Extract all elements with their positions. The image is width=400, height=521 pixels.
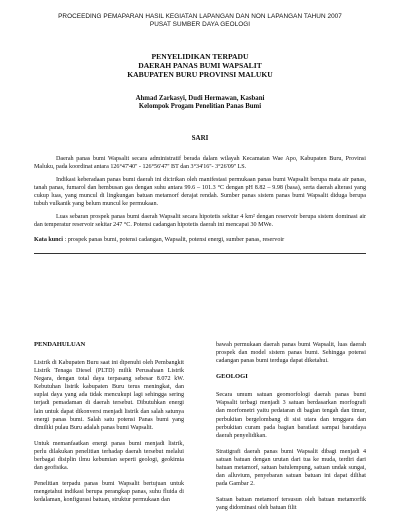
geologi-paragraph-2: Stratigrafi daerah panas bumi Wapsalit dibagi menjadi 4 satuan batuan dengan urutan dari tua ke muda, terdiri dari batuan metamorf, satuan batulempung, satuan undak sungai, dan alluvium, penyebaran satuan batuan ini dapat dilihat pada Gambar 2. [216,448,366,488]
title-line-3: KABUPATEN BURU PROVINSI MALUKU [127,70,273,79]
running-header [34,0,366,29]
keywords [34,236,366,244]
title-line-1: PENYELIDIKAN TERPADU [151,52,249,61]
right-column [216,341,366,521]
abstract [34,155,366,230]
geologi-paragraph-3: Satuan batuan metamorf tersusun oleh batuan metamorfik yang didominasi oleh batuan filit [216,497,366,512]
abstract-paragraph-3: Luas sebaran prospek panas bumi daerah Wapsalit secara hipotetis sekitar 4 km² dengan reservoir berupa sistem dominasi air dan temperatur reservoir sekitar 247 °C. Potensi cadangan hipotetis daerah ini mencapai 30 MWe. [34,214,366,229]
abstract-paragraph-2: Indikasi keberadaan panas bumi daerah ini dicirikan oleh manifestasi permukaan panas bumi Wapsalit berupa mata air panas, tanah panas, fumarol dan hembusan gas dengan suhu antara 99.6 – 101.3 °C dengan pH 8.82 – 9.98 (basa), serta daerah alterasi yang cukup luas, yang muncul di lingkungan batuan metamorf derajat rendah. Sumber panas sistem panas bumi Wapsalit diduga berupa tubuh vulkanik yang belum muncul ke permukaan. [34,177,366,208]
author-block [34,95,366,112]
pendahuluan-paragraph-1: Listrik di Kabupaten Buru saat ini dipenuhi oleh Pembangkit Listrik Tenaga Diesel (PLTD) milik Perusahaan Listrik Negara, dengan total daya terpasang sebesar 8.072 kW. Kebutuhan listrik kabupaten Buru terus meningkat, dan suplai daya yang ada tidak mencukupi lagi sehingga sering terjadi pemadaman di daerah tersebut. Dibutuhkan energi lain untuk dapat dikonversi menjadi listrik dan salah satunya energi panas bumi. Salah satu potensi Panas bumi yang dimiliki pulau Buru adalah panas bumi Wapsalit. [34,360,184,431]
pendahuluan-continuation: bawah permukaan daerah panas bumi Wapsalit, luas daerah prospek dan model sistem panas bumi. Sehingga potensi cadangan panas bumi terduga dapat diketahui. [216,342,366,365]
running-header-line-2: PUSAT SUMBER DAYA GEOLOGI [149,21,251,28]
keywords-label: Kata kunci [34,236,63,243]
keywords-text: : prospek panas bumi, potensi cadangan, Wapsalit, potensi energi, sumber panas, reservoir [64,236,285,243]
abstract-paragraph-1: Daerah panas bumi Wapsalit secara administratif berada dalam wilayah Kecamatan Wae Apo, Kabupaten Buru, Provinsi Maluku, pada koordinat antara 126°47'40'' - 126°56'47'' BT dan 3°34'16''- 3°26'09'' LS. [34,155,366,170]
author-names: Ahmad Zarkasyi, Dudi Hermawan, Kasbani [135,95,265,102]
left-column [34,341,184,521]
geologi-heading: GEOLOGI [216,373,248,381]
pendahuluan-paragraph-3: Penelitian terpadu panas bumi Wapsalit bertujuan untuk mengetahui indikasi berupa perangkap panas, suhu fluida di kedalaman, konfigurasi batuan, struktur permukaan dan [34,481,184,504]
geologi-paragraph-1: Secara umum satuan geomorfologi daerah panas bumi Wapsalit terbagi menjadi 3 satuan berdasarkan morfografi dan morfometri yaitu pedataran di bagian tengah dan timur, perbukitan bergelombang di sisi utara dan tenggara dan perbukitan curam pada bagian baratlaut sampai baratdaya daerah penyelidikan. [216,392,366,439]
section-divider [34,253,366,254]
running-header-line-1: PROCEEDING PEMAPARAN HASIL KEGIATAN LAPANGAN DAN NON LAPANGAN TAHUN 2007 [58,13,342,20]
paper-title [34,52,366,79]
body-columns [34,341,366,521]
pendahuluan-paragraph-2: Untuk memanfaatkan energi panas bumi menjadi listrik, perlu dilakukan penelitian terhadap daerah tersebut melalui berbagai disiplin ilmu kebumian seperti geologi, geokimia dan geofisika. [34,440,184,472]
abstract-heading: SARI [191,133,209,142]
title-line-2: DAERAH PANAS BUMI WAPSALIT [138,61,262,70]
author-group: Kelompok Progam Penelitian Panas Bumi [138,103,262,111]
pendahuluan-heading: PENDAHULUAN [34,341,86,348]
